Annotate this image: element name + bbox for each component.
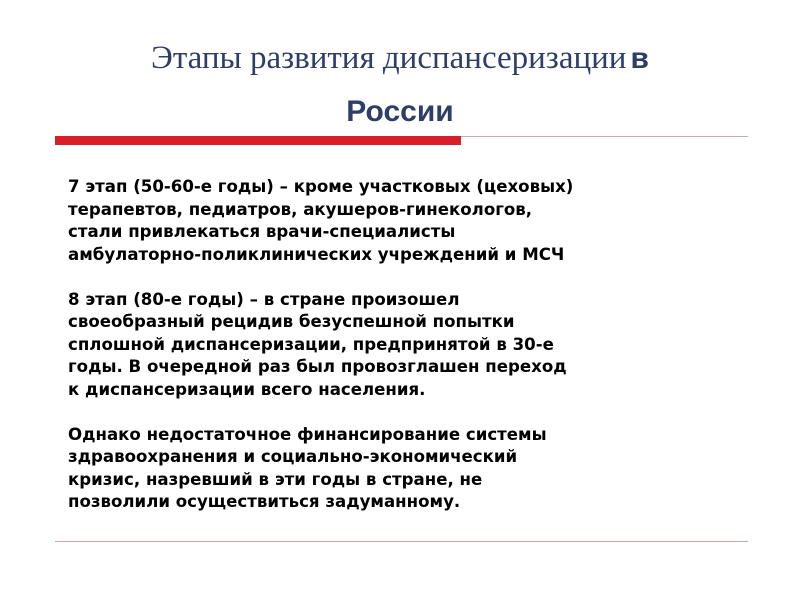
bottom-divider: [55, 541, 748, 542]
text-line: к диспансеризации всего населения.: [68, 379, 426, 399]
slide-body: [68, 176, 758, 536]
text-line: терапевтов, педиатров, акушеров-гинекологов,: [68, 199, 533, 219]
text-line: годы. В очередной раз был провозглашен переход: [68, 357, 567, 376]
title-line-1: Этапы развития диспансеризации: [151, 40, 627, 76]
text-line: кризис, назревший в эти годы в стране, не: [68, 469, 483, 489]
title-underline-accent: [55, 136, 461, 145]
text-line: 7 этап (50-60-е годы) – кроме участковых (цеховых): [68, 177, 574, 196]
text-line: 8 этап (80-е годы) – в стране произошел: [68, 289, 460, 309]
text-line: своеобразный рецидив безуспешной попытки: [68, 312, 515, 331]
title-word-in: в: [630, 42, 649, 75]
slide-title: [60, 34, 740, 141]
title-line-2: России: [346, 95, 454, 128]
text-line: амбулаторно-поликлинических учреждений и МСЧ: [68, 244, 565, 264]
text-line: позволили осуществиться задуманному.: [68, 492, 461, 511]
title-underline-thin: [461, 136, 748, 137]
paragraph-conclusion: [68, 424, 758, 514]
paragraph-stage-7: [68, 176, 758, 266]
text-line: стали привлекаться врачи-специалисты: [68, 222, 456, 241]
text-line: сплошной диспансеризации, предпринятой в 30-е: [68, 334, 554, 354]
paragraph-stage-8: [68, 289, 758, 402]
text-line: здравоохранения и социально-экономический: [68, 447, 518, 466]
text-line: Однако недостаточное финансирование системы: [68, 424, 547, 444]
